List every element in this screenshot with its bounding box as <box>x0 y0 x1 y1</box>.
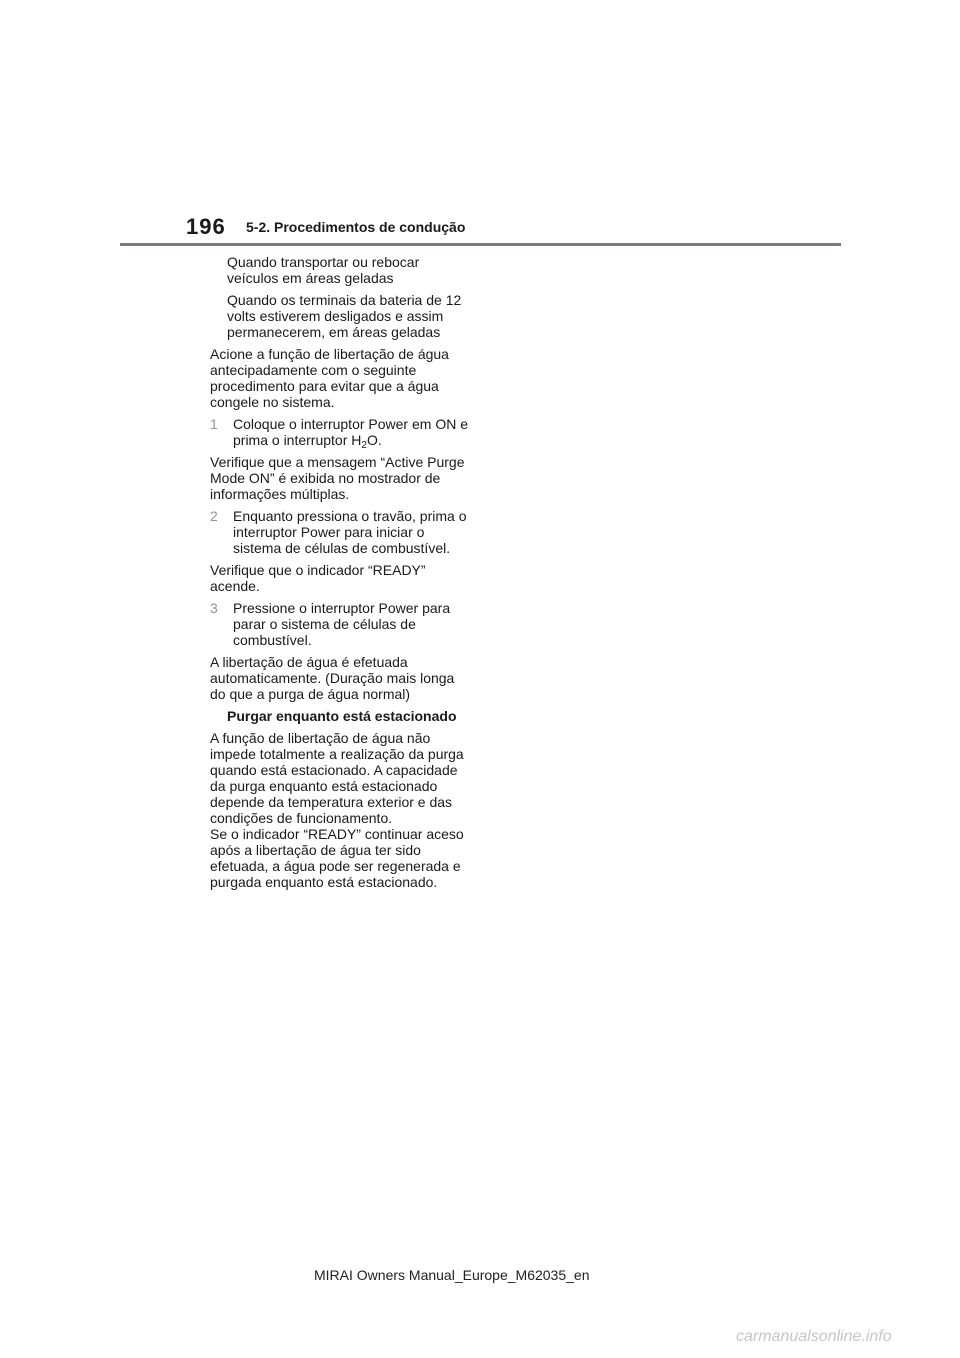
step-number: 3 <box>210 600 218 616</box>
watermark: carmanualsonline.info <box>736 1328 892 1345</box>
bullet-icon <box>214 258 220 264</box>
bullet-item <box>210 254 472 286</box>
subheading: Purgar enquanto está estacionado <box>227 708 457 724</box>
body-paragraph: A função de libertação de água não impede totalmente a realização da purga quando está estacionado. A capacidade da purga enquanto está estacionado depende da temperatura exterior e das condições de funcionamento. <box>210 730 464 826</box>
step-text-part: Coloque o interruptor Power em ON e prima o interruptor H <box>233 416 468 448</box>
body-paragraph: Se o indicador “READY” continuar aceso após a libertação de água ter sido efetuada, a água pode ser regenerada e purgada enquanto está estacionado. <box>210 826 464 890</box>
step-note: Verifique que a mensagem “Active Purge Mode ON” é exibida no mostrador de informações múltiplas. <box>210 454 465 502</box>
step-note: A libertação de água é efetuada automaticamente. (Duração mais longa do que a purga de água normal) <box>210 654 455 702</box>
step-text-part: O. <box>366 432 382 448</box>
step-3 <box>210 600 472 648</box>
step-2 <box>210 508 472 556</box>
header-rule <box>120 243 841 246</box>
step-note: Verifique que o indicador “READY” acende. <box>210 562 426 594</box>
step-1 <box>210 416 472 451</box>
step-number: 1 <box>210 416 218 432</box>
bullet-text: Quando transportar ou rebocar veículos em áreas geladas <box>227 254 420 286</box>
bullet-icon <box>214 296 220 302</box>
bullet-text: Quando os terminais da bateria de 12 volts estiverem desligados e assim permanecerem, em áreas geladas <box>227 292 462 340</box>
page-number: 196 <box>186 214 226 239</box>
step-number: 2 <box>210 508 218 524</box>
section-title: 5-2. Procedimentos de condução <box>246 219 466 235</box>
intro-paragraph: Acione a função de libertação de água antecipadamente com o seguinte procedimento para evitar que a água congele no sistema. <box>210 346 449 410</box>
step-text: Pressione o interruptor Power para parar o sistema de células de combustível. <box>233 600 451 648</box>
subscript: 2 <box>361 440 367 451</box>
content-column <box>210 254 472 896</box>
footer-manual-name: MIRAI Owners Manual_Europe_M62035_en <box>314 1267 590 1283</box>
bullet-item <box>210 292 472 340</box>
step-text: Enquanto pressiona o travão, prima o interruptor Power para iniciar o sistema de células de combustível. <box>233 508 467 556</box>
step-text <box>233 416 472 451</box>
